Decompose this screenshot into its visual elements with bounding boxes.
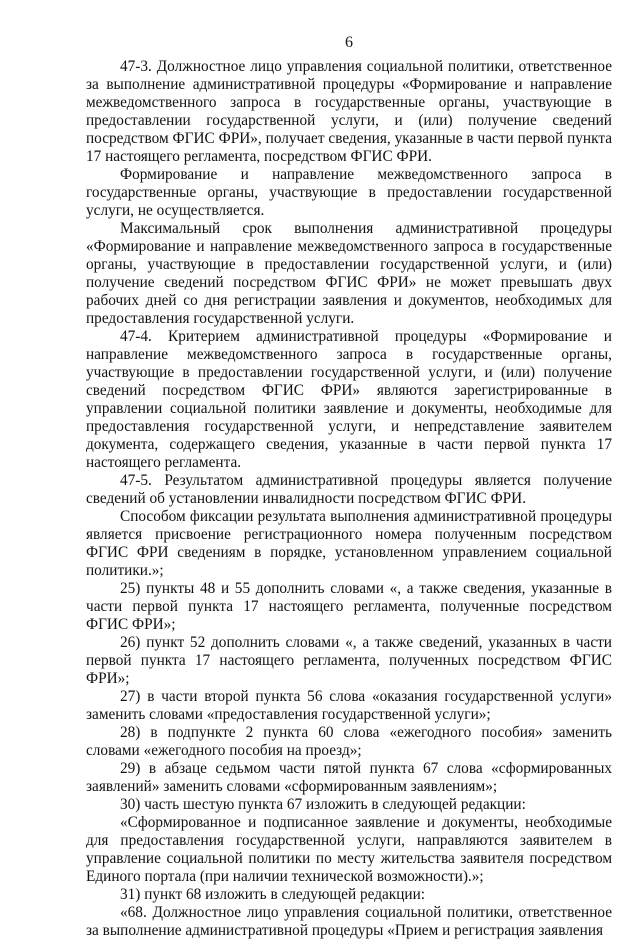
paragraph-47-5: 47-5. Результатом административной процедуры является получение сведений об установлении инвалидности посредством ФГИС ФРИ. [86, 472, 612, 507]
paragraph-item-27: 27) в части второй пункта 56 слова «оказания государственной услуги» заменить словами «предоставления государственной услуги»; [86, 688, 612, 723]
paragraph-item-30-text: «Сформированное и подписанное заявление и документы, необходимые для предоставления государственной услуги, направляются заявителем в управление социальной политики по месту жительства заявителя посредством Единого портала (при наличии технической возможности).»; [86, 814, 612, 885]
paragraph-68: «68. Должностное лицо управления социальной политики, ответственное за выполнение административной процедуры «Прием и регистрация заявления [86, 904, 612, 939]
page-number: 6 [345, 34, 353, 51]
paragraph-47-4: 47-4. Критерием административной процедуры «Формирование и направление межведомственного запроса в государственные органы, участвующие в предоставлении государственной услуги, и (или) получение сведений посредством ФГИС ФРИ» являются зарегистрированные в управлении социальной политики заявление и документы, необходимые для предоставления государственной услуги, и непредставление заявителем документа, содержащего сведения, указанные в части первой пункта 17 настоящего регламента. [86, 328, 612, 471]
paragraph-item-28: 28) в подпункте 2 пункта 60 слова «ежегодного пособия» заменить словами «ежегодного пособия на проезд»; [86, 724, 612, 759]
paragraph-item-31: 31) пункт 68 изложить в следующей редакции: [120, 886, 426, 903]
paragraph-max-term: Максимальный срок выполнения административной процедуры «Формирование и направление межведомственного запроса в государственные органы, участвующие в предоставлении государственной услуги, и (или) получение сведений посредством ФГИС ФРИ» не может превышать двух рабочих дней со дня регистрации заявления и документов, необходимых для предоставления государственной услуги. [86, 220, 612, 327]
paragraph-item-29: 29) в абзаце седьмом части пятой пункта 67 слова «сформированных заявлений» заменить словами «сформированным заявлениям»; [86, 760, 612, 795]
paragraph-no-request: Формирование и направление межведомственного запроса в государственные органы, участвующие в предоставлении государственной услуги, не осуществляется. [86, 166, 612, 219]
paragraph-item-25: 25) пункты 48 и 55 дополнить словами «, а также сведения, указанные в части первой пункта 17 настоящего регламента, полученные посредством ФГИС ФРИ»; [86, 580, 612, 633]
paragraph-fixation-method: Способом фиксации результата выполнения административной процедуры является присвоение регистрационного номера полученным посредством ФГИС ФРИ сведениям в порядке, установленном управлением социальной политики.»; [86, 508, 612, 579]
paragraph-item-30: 30) часть шестую пункта 67 изложить в следующей редакции: [120, 796, 526, 813]
paragraph-item-26: 26) пункт 52 дополнить словами «, а также сведений, указанных в части первой пункта 17 настоящего регламента, полученных посредством ФГИС ФРИ»; [86, 634, 612, 687]
paragraph-47-3: 47-3. Должностное лицо управления социальной политики, ответственное за выполнение административной процедуры «Формирование и направление межведомственного запроса в государственные органы, участвующие в предоставлении государственной услуги, и (или) получение сведений посредством ФГИС ФРИ», получает сведения, указанные в части первой пункта 17 настоящего регламента, посредством ФГИС ФРИ. [86, 58, 612, 165]
